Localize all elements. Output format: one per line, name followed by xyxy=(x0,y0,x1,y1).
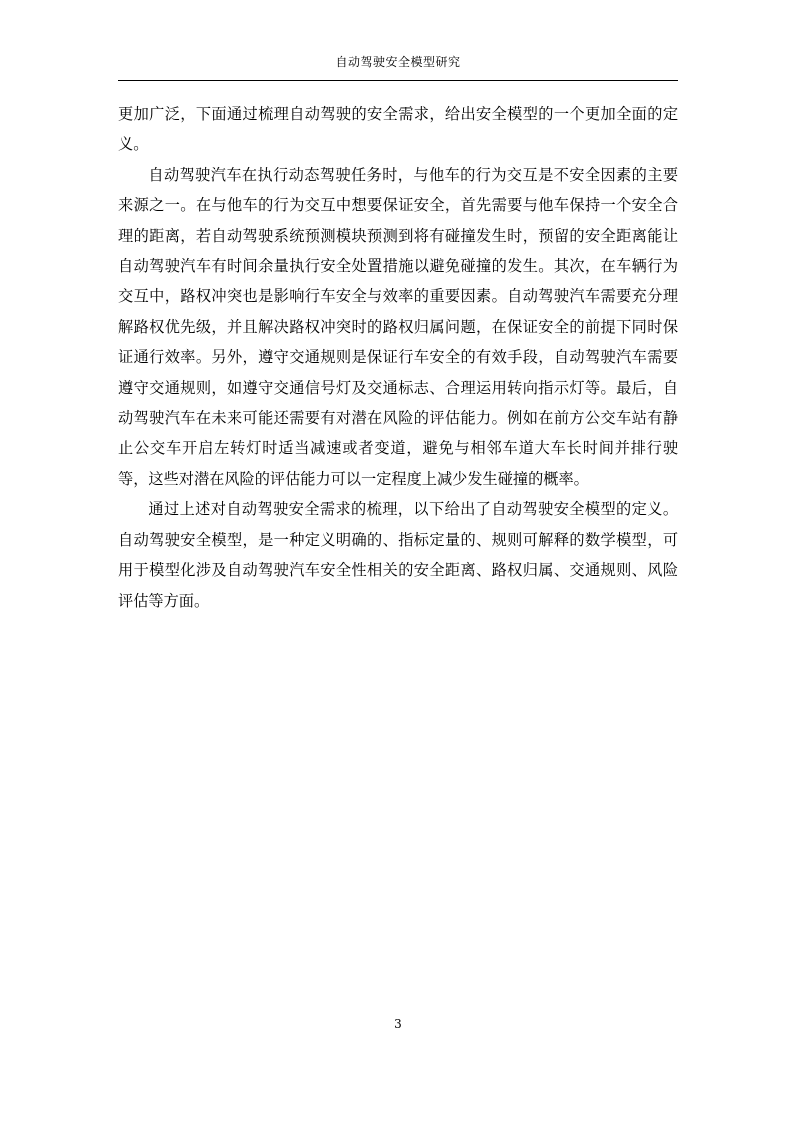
paragraph-continuation: 更加广泛，下面通过梳理自动驾驶的安全需求，给出安全模型的一个更加全面的定义。 xyxy=(118,105,678,154)
page-number: 3 xyxy=(394,1017,402,1031)
body-text xyxy=(118,99,678,616)
paragraph-safety-model-definition: 通过上述对自动驾驶安全需求的梳理，以下给出了自动驾驶安全模型的定义。自动驾驶安全模型，是一种定义明确的、指标定量的、规则可解释的数学模型，可用于模型化涉及自动驾驶汽车安全性相关的安全距离、路权归属、交通规则、风险评估等方面。 xyxy=(118,500,678,610)
paragraph-safety-requirements: 自动驾驶汽车在执行动态驾驶任务时，与他车的行为交互是不安全因素的主要来源之一。在与他车的行为交互中想要保证安全，首先需要与他车保持一个安全合理的距离，若自动驾驶系统预测模块预测到将有碰撞发生时，预留的安全距离能让自动驾驶汽车有时间余量执行安全处置措施以避免碰撞的发生。其次，在车辆行为交互中，路权冲突也是影响行车安全与效率的重要因素。自动驾驶汽车需要充分理解路权优先级，并且解决路权冲突时的路权归属问题，在保证安全的前提下同时保证通行效率。另外，遵守交通规则是保证行车安全的有效手段，自动驾驶汽车需要遵守交通规则，如遵守交通信号灯及交通标志、合理运用转向指示灯等。最后，自动驾驶汽车在未来可能还需要有对潜在风险的评估能力。例如在前方公交车站有静止公交车开启左转灯时适当减速或者变道，避免与相邻车道大车长时间并排行驶等，这些对潜在风险的评估能力可以一定程度上减少发生碰撞的概率。 xyxy=(118,165,678,488)
running-header: 自动驾驶安全模型研究 xyxy=(335,55,461,69)
header-rule xyxy=(118,80,678,81)
